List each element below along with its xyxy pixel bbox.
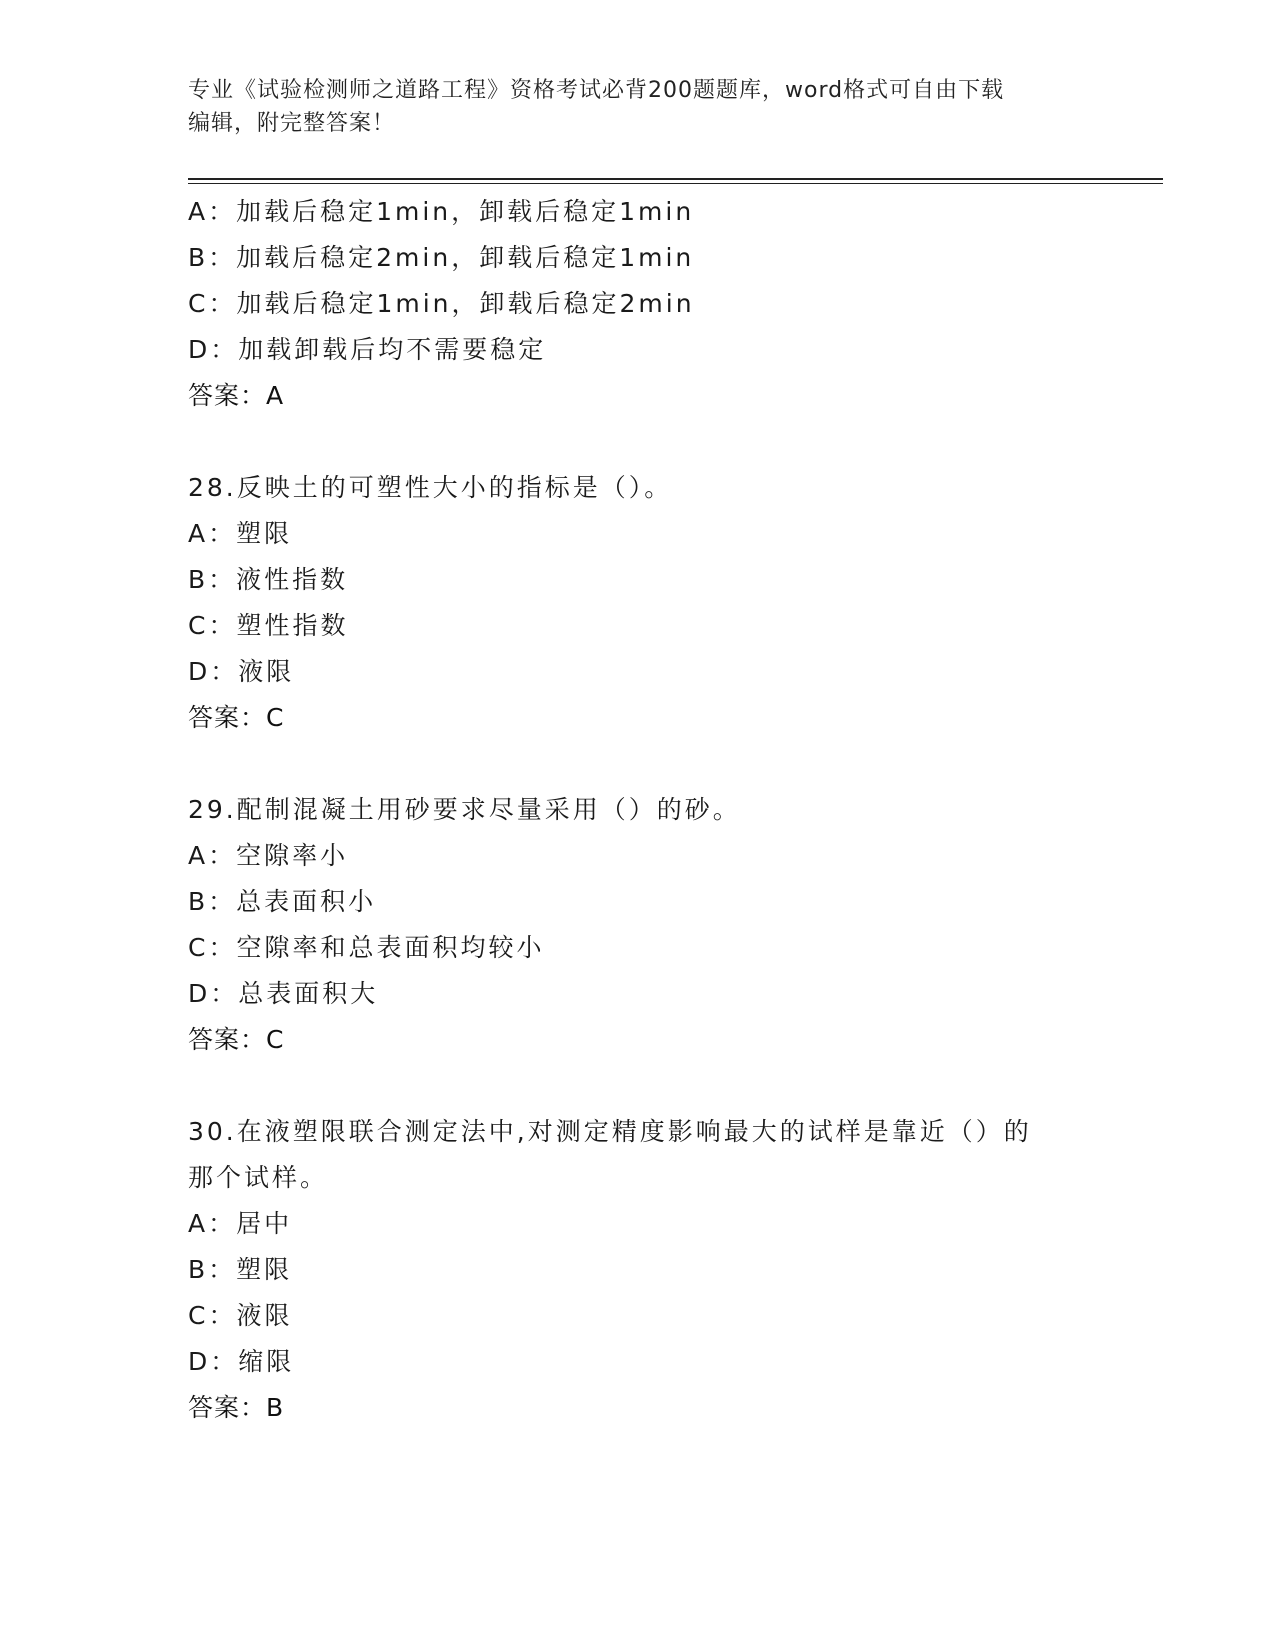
question-27-continued [188, 189, 1088, 419]
question-29 [188, 787, 1088, 1063]
option-d: D：液限 [188, 657, 295, 686]
option-c: C：液限 [188, 1301, 293, 1330]
header-divider-thick [188, 178, 1163, 180]
answer-line: 答案：C [188, 703, 285, 732]
question-text: 28.反映土的可塑性大小的指标是（）。 [188, 473, 673, 502]
option-d: D：缩限 [188, 1347, 295, 1376]
answer-line: 答案：A [188, 381, 285, 410]
option-a: A：居中 [188, 1209, 293, 1238]
question-text-line-1: 30.在液塑限联合测定法中,对测定精度影响最大的试样是靠近（）的 [188, 1117, 1032, 1146]
option-a: A：塑限 [188, 519, 293, 548]
option-d: D：加载卸载后均不需要稳定 [188, 335, 547, 364]
question-text: 29.配制混凝土用砂要求尽量采用（）的砂。 [188, 795, 741, 824]
option-c: C：空隙率和总表面积均较小 [188, 933, 545, 962]
answer-line: 答案：C [188, 1025, 285, 1054]
option-c: C：塑性指数 [188, 611, 349, 640]
question-30 [188, 1109, 1088, 1431]
option-a: A：空隙率小 [188, 841, 349, 870]
header-line-2: 编辑，附完整答案！ [188, 111, 396, 136]
option-c: C：加载后稳定1min，卸载后稳定2min [188, 289, 695, 318]
spacer [188, 741, 1088, 787]
answer-line: 答案：B [188, 1393, 285, 1422]
option-a: A：加载后稳定1min，卸载后稳定1min [188, 197, 695, 226]
question-text-line-2: 那个试样。 [188, 1163, 329, 1192]
option-b: B：液性指数 [188, 565, 349, 594]
header-divider-thin [188, 183, 1163, 184]
question-list [188, 189, 1088, 1431]
option-b: B：塑限 [188, 1255, 293, 1284]
spacer [188, 419, 1088, 465]
header-line-1: 专业《试验检测师之道路工程》资格考试必背200题题库，word格式可自由下载 [188, 78, 1005, 103]
option-b: B：加载后稳定2min，卸载后稳定1min [188, 243, 695, 272]
document-header [188, 74, 1068, 140]
question-28 [188, 465, 1088, 741]
option-b: B：总表面积小 [188, 887, 377, 916]
option-d: D：总表面积大 [188, 979, 379, 1008]
spacer [188, 1063, 1088, 1109]
